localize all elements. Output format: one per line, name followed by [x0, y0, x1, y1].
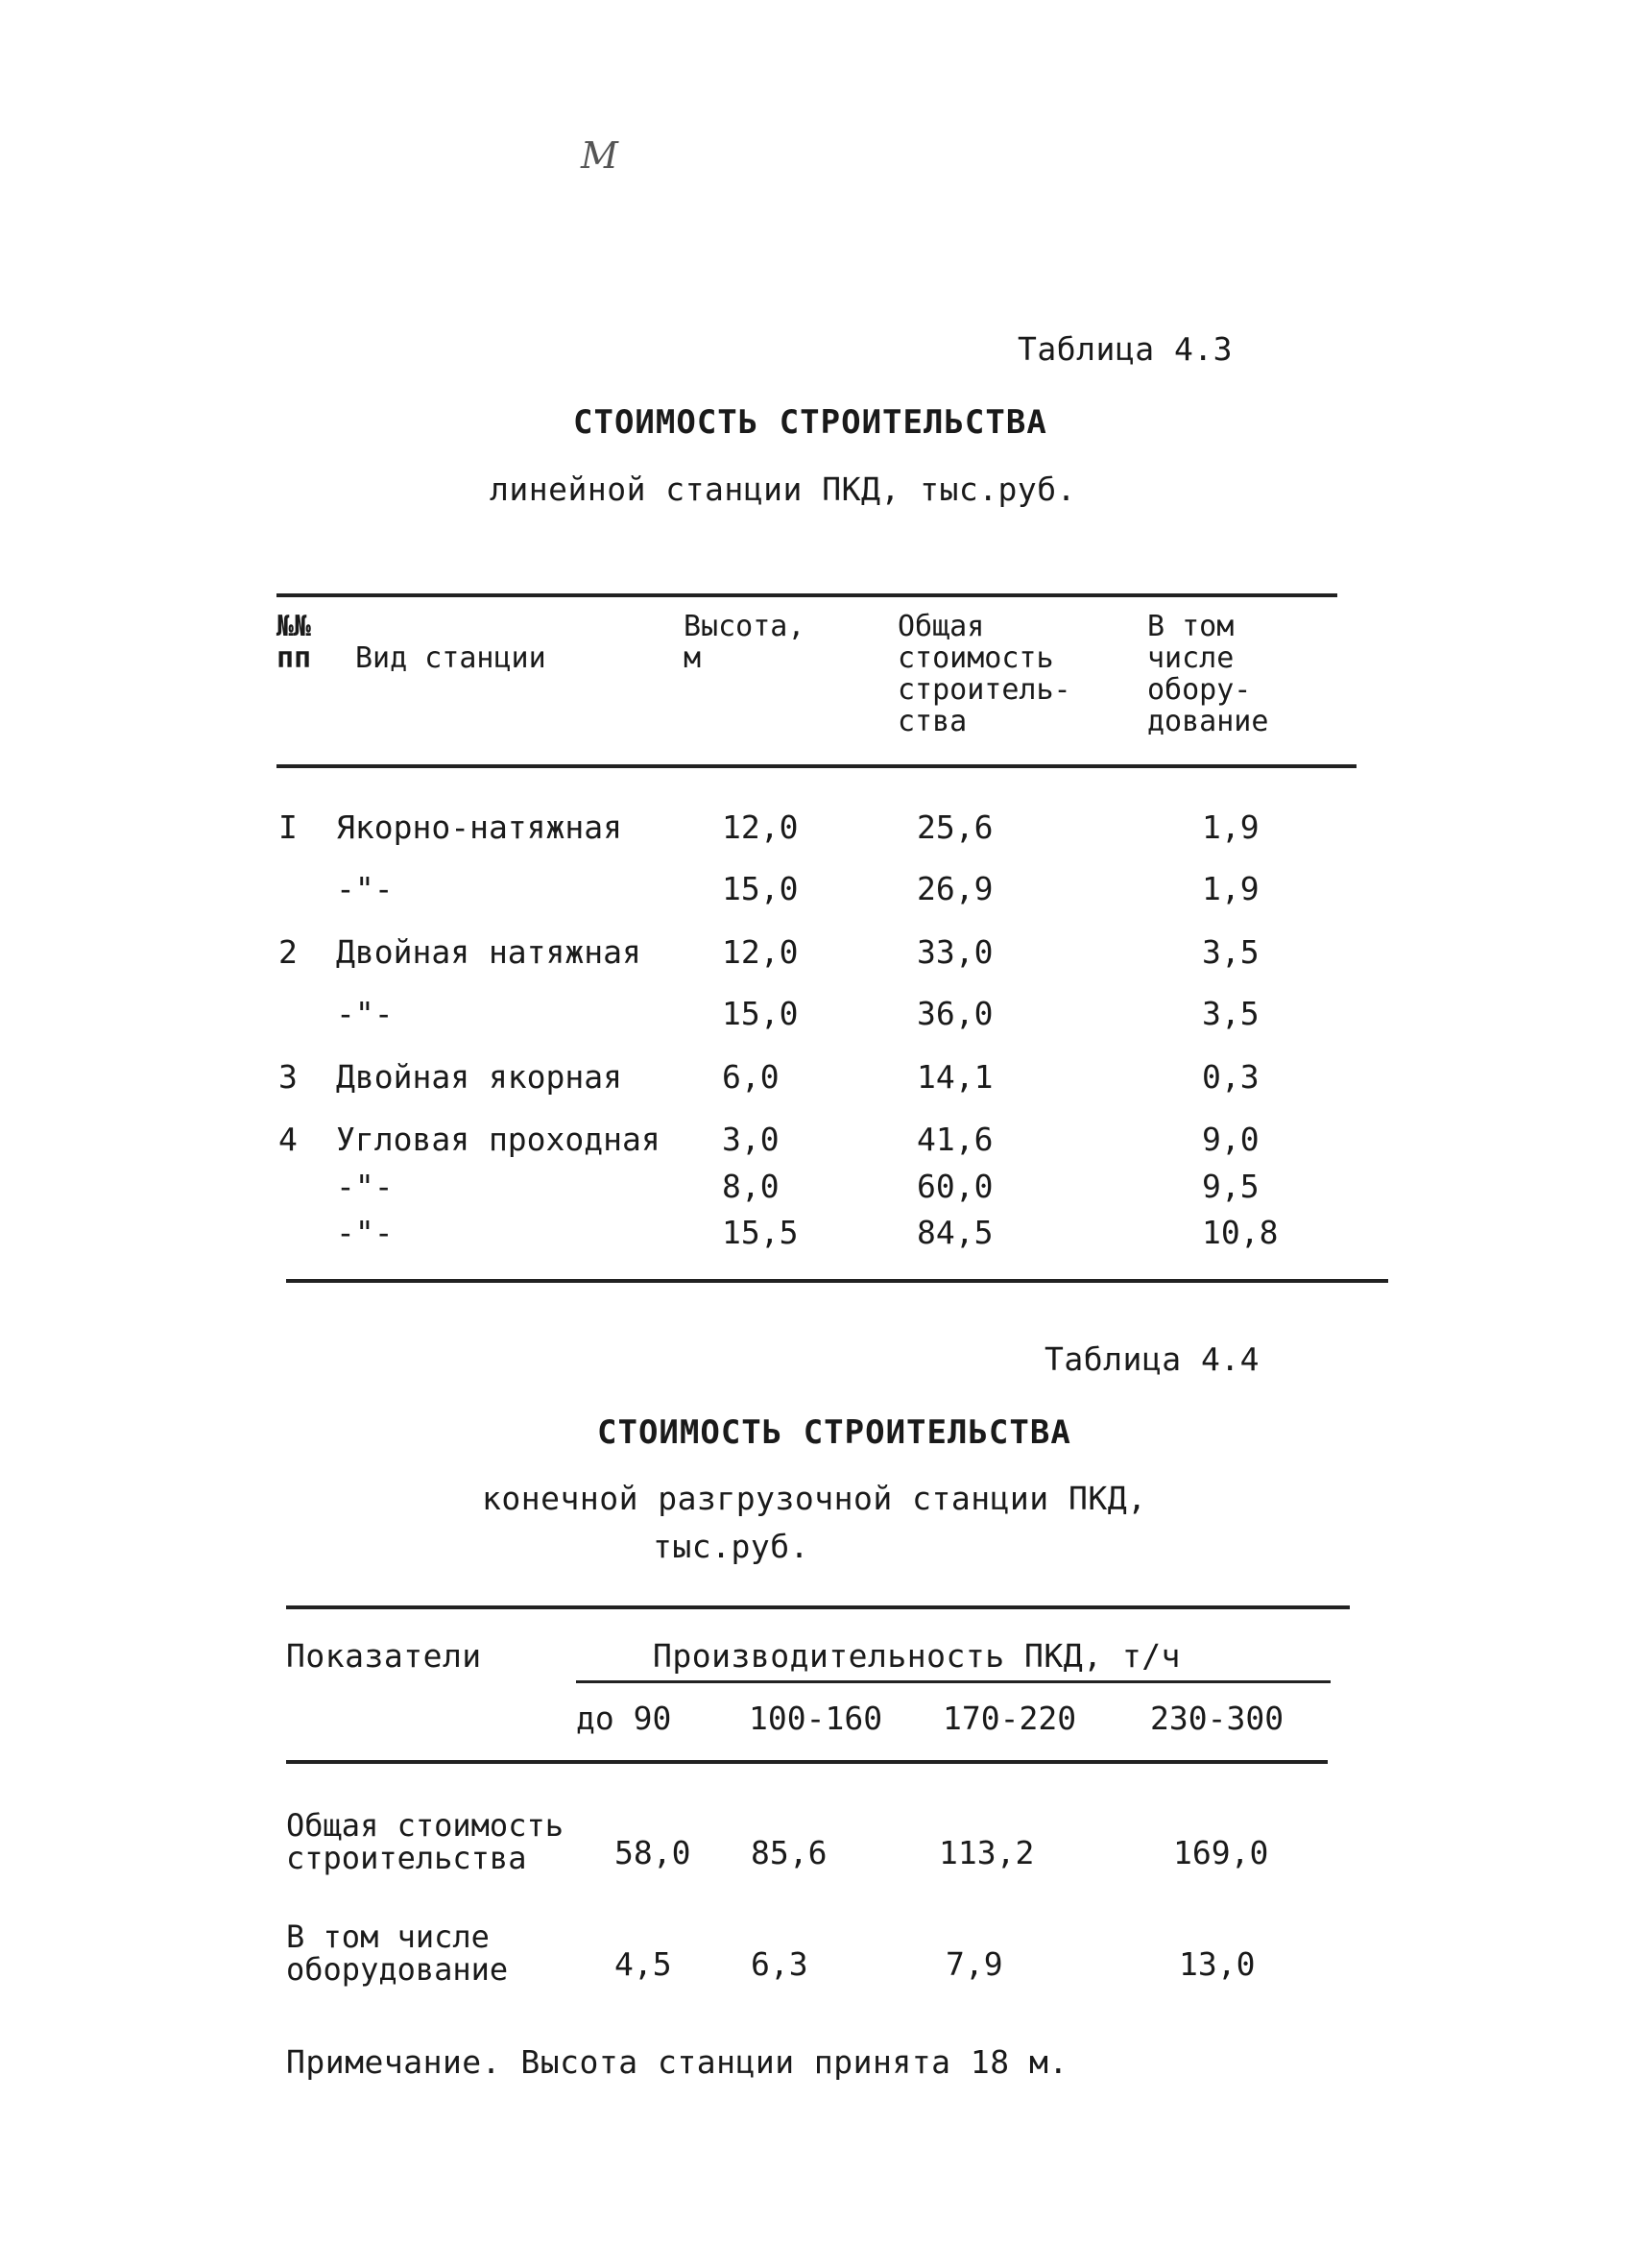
table-4-3-cell-height: 15,0 [722, 870, 799, 907]
table-4-3-cell-type: -"- [336, 870, 394, 907]
table-4-3-cell-num: 4 [278, 1121, 298, 1158]
table-4-4-cell: 4,5 [614, 1945, 672, 1983]
table-4-3-cell-type: -"- [336, 1168, 394, 1205]
table-4-3-top-rule [276, 593, 1337, 597]
table-4-4-note: Примечание. Высота станции принята 18 м. [286, 2043, 1069, 2081]
table-4-4-subtitle-line2: тыс.руб. [653, 1528, 809, 1565]
table-4-4-col-header: до 90 [576, 1700, 672, 1737]
table-4-3-header-type: Вид станции [355, 641, 546, 675]
table-4-3-title: СТОИМОСТЬ СТРОИТЕЛЬСТВА [573, 403, 1047, 442]
table-4-3-cell-total: 84,5 [917, 1214, 994, 1251]
table-4-4-group-rule [576, 1680, 1331, 1683]
table-4-3-cell-type: Двойная натяжная [336, 933, 641, 971]
table-4-3-cell-equipment: 0,3 [1202, 1058, 1260, 1096]
table-4-4-cell: 7,9 [946, 1945, 1003, 1983]
table-4-4-header-group: Производительность ПКД, т/ч [653, 1637, 1181, 1675]
table-4-4-row-label: Общая стоимость строительства [286, 1807, 564, 1876]
table-4-3-label: Таблица 4.3 [1018, 330, 1234, 368]
table-4-3-cell-equipment: 3,5 [1202, 933, 1260, 971]
table-4-4-col-header: 170-220 [943, 1700, 1077, 1737]
table-4-4-header-indicators: Показатели [286, 1637, 482, 1675]
table-4-3-cell-total: 33,0 [917, 933, 994, 971]
table-4-3-cell-total: 26,9 [917, 870, 994, 907]
table-4-3-cell-type: Двойная якорная [336, 1058, 623, 1096]
table-4-4-title: СТОИМОСТЬ СТРОИТЕЛЬСТВА [597, 1413, 1071, 1452]
table-4-3-cell-equipment: 1,9 [1202, 808, 1260, 846]
table-4-4-subtitle-line1: конечной разгрузочной станции ПКД, [482, 1480, 1147, 1517]
table-4-4-label: Таблица 4.4 [1045, 1340, 1261, 1378]
table-4-4-top-rule [286, 1605, 1350, 1609]
table-4-3-cell-total: 25,6 [917, 808, 994, 846]
table-4-3-cell-total: 60,0 [917, 1168, 994, 1205]
table-4-3-cell-total: 14,1 [917, 1058, 994, 1096]
table-4-3-cell-equipment: 9,0 [1202, 1121, 1260, 1158]
table-4-3-cell-height: 12,0 [722, 808, 799, 846]
table-4-3-cell-num: 3 [278, 1058, 298, 1096]
table-4-3-cell-equipment: 10,8 [1202, 1214, 1279, 1251]
table-4-4-col-header: 100-160 [749, 1700, 883, 1737]
table-4-3-cell-height: 3,0 [722, 1121, 780, 1158]
table-4-3-cell-height: 15,0 [722, 995, 799, 1032]
table-4-4-header-rule [286, 1760, 1328, 1764]
table-4-3-cell-height: 15,5 [722, 1214, 799, 1251]
table-4-3-cell-type: Якорно-натяжная [336, 808, 623, 846]
table-4-3-cell-type: Угловая проходная [336, 1121, 660, 1158]
table-4-3-cell-equipment: 9,5 [1202, 1168, 1260, 1205]
table-4-3-cell-height: 12,0 [722, 933, 799, 971]
table-4-3-cell-equipment: 1,9 [1202, 870, 1260, 907]
table-4-3-cell-equipment: 3,5 [1202, 995, 1260, 1032]
page-number-mark: M [581, 134, 618, 177]
table-4-3-header-height: Высота, м [684, 610, 805, 675]
table-4-3-subtitle: линейной станции ПКД, тыс.руб. [490, 470, 1077, 508]
table-4-4-cell: 58,0 [614, 1834, 691, 1871]
table-4-4-cell: 169,0 [1173, 1834, 1269, 1871]
table-4-3-cell-num: 2 [278, 933, 298, 971]
table-4-3-header-num: №№ пп [276, 610, 312, 675]
table-4-3-cell-type: -"- [336, 1214, 394, 1251]
table-4-3-cell-height: 8,0 [722, 1168, 780, 1205]
table-4-3-header-total: Общая стоимость строитель- ства [898, 610, 1071, 738]
table-4-3-header-rule [276, 764, 1357, 768]
table-4-4-col-header: 230-300 [1150, 1700, 1285, 1737]
table-4-3-cell-num: I [278, 808, 298, 846]
table-4-4-cell: 113,2 [939, 1834, 1035, 1871]
table-4-4-cell: 6,3 [751, 1945, 808, 1983]
table-4-3-bottom-rule [286, 1279, 1388, 1283]
table-4-4-row-label: В том числе оборудование [286, 1918, 509, 1988]
table-4-3-cell-height: 6,0 [722, 1058, 780, 1096]
table-4-3-cell-total: 41,6 [917, 1121, 994, 1158]
table-4-3-cell-total: 36,0 [917, 995, 994, 1032]
table-4-4-cell: 13,0 [1179, 1945, 1256, 1983]
table-4-3-header-equipment: В том числе обору- дование [1147, 610, 1269, 738]
table-4-3-cell-type: -"- [336, 995, 394, 1032]
table-4-4-cell: 85,6 [751, 1834, 828, 1871]
